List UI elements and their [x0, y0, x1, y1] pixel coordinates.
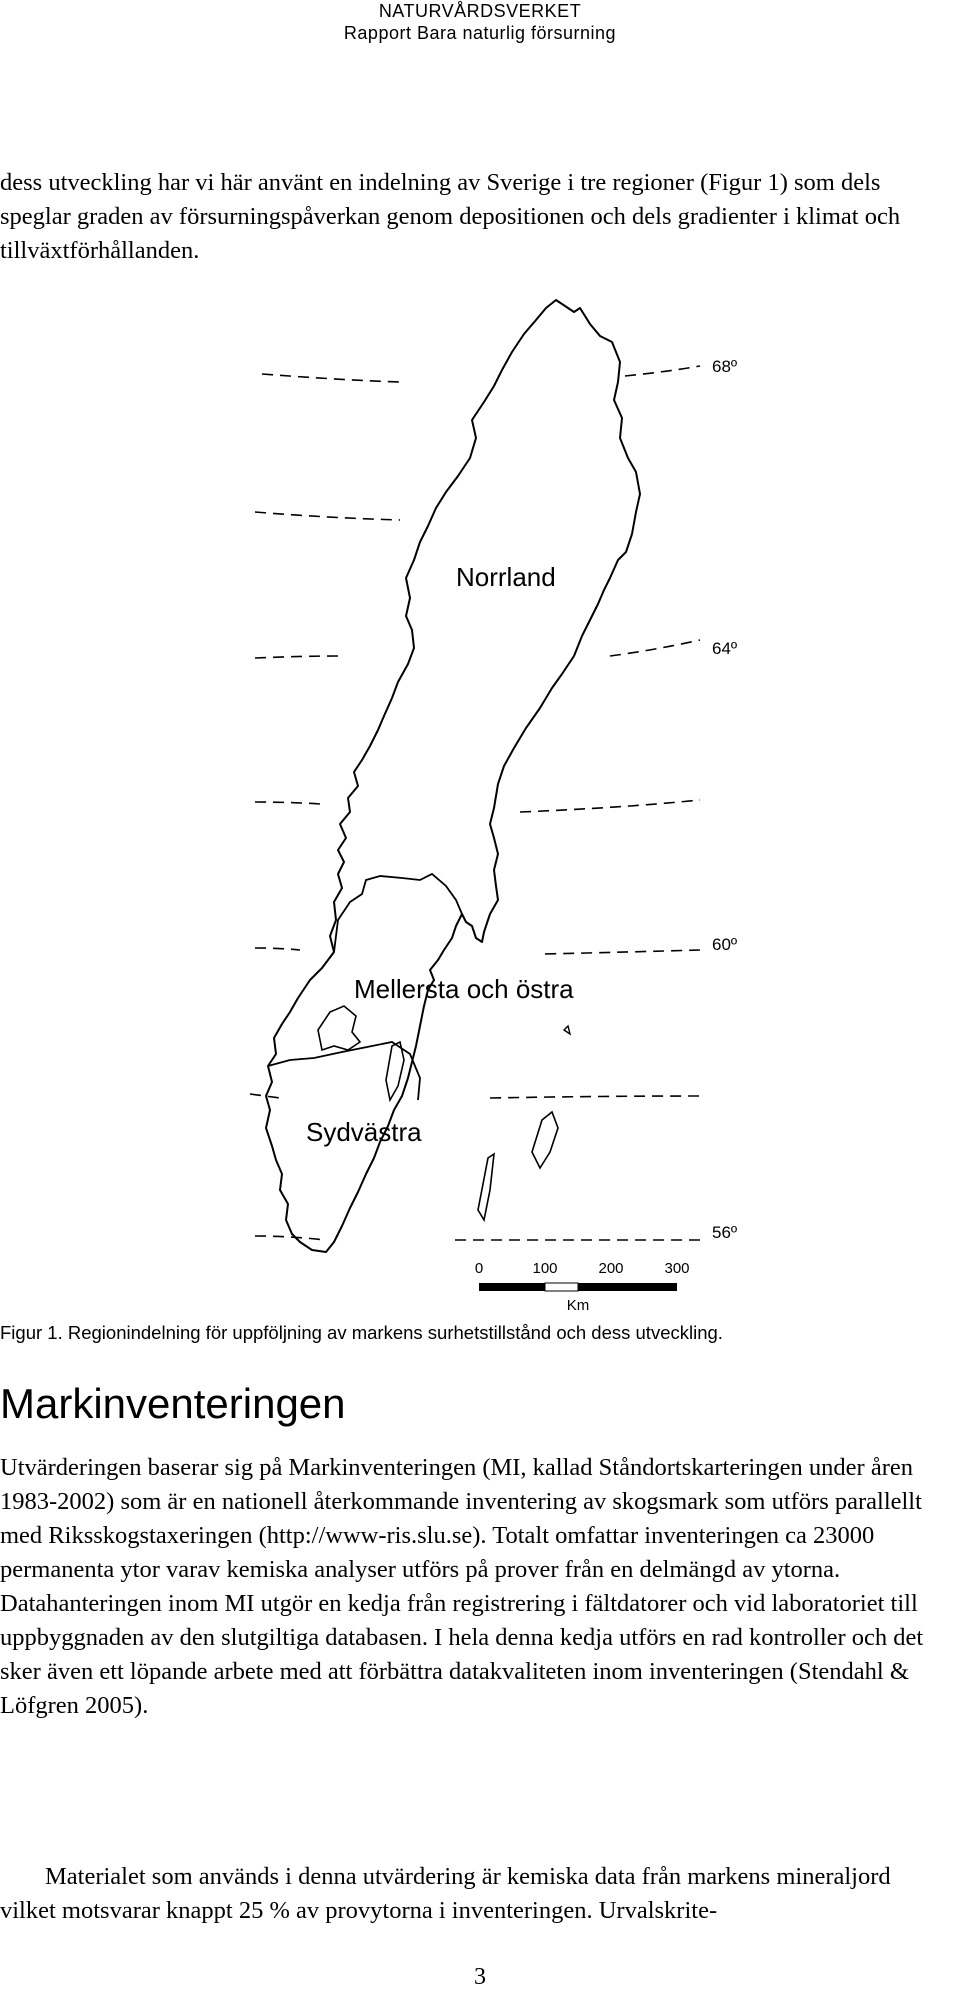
scale-tick-100: 100	[532, 1260, 558, 1277]
latitude-label-68: 68º	[712, 357, 738, 376]
latitude-line-56-west	[255, 1236, 325, 1240]
section-paragraph-2: Materialet som används i denna utvärdering är kemiska data från markens mineraljord vilket motsvarar knappt 25 % av provytorna i inventeringen. Urvalskrite-	[0, 1863, 891, 1924]
header-report-title: Rapport Bara naturlig försurning	[343, 23, 617, 43]
latitude-lines	[250, 366, 700, 1240]
latitude-line-68	[262, 374, 400, 382]
latitude-line-64-b-west	[255, 656, 340, 658]
scale-unit: Km	[566, 1297, 590, 1310]
sweden-region-map	[0, 290, 960, 1310]
latitude-line-60-west	[255, 948, 300, 950]
section-heading: Markinventeringen	[0, 1380, 346, 1427]
island-gotland	[532, 1112, 558, 1168]
latitude-label-64: 64º	[712, 639, 738, 658]
scale-tick-300: 300	[664, 1260, 690, 1277]
latitude-label-60: 60º	[712, 935, 738, 954]
latitude-line-60-east	[545, 950, 700, 954]
region-label-sydvastra: Sydvästra	[306, 1117, 422, 1147]
figure-caption: Figur 1. Regionindelning för uppföljning av markens surhetstillstånd och dess utveckling.	[0, 1322, 723, 1343]
latitude-line-68-east	[625, 366, 700, 376]
latitude-line-62-west	[255, 802, 320, 804]
latitude-line-64-east	[610, 640, 700, 656]
latitude-line-62-east	[520, 800, 700, 812]
page-number: 3	[474, 1964, 486, 1990]
lake-vanern	[318, 1006, 360, 1050]
header-organization: NATURVÅRDSVERKET	[378, 1, 582, 21]
scale-tick-200: 200	[598, 1260, 624, 1277]
section-paragraph-1: Utvärderingen baserar sig på Markinventeringen (MI, kallad Ståndortskarteringen under åren 1983-2002) som är en nationell återkommande inventering av skogsmark som utförs parallellt med Riksskogstaxeringen (http://www-ris.slu.se). Totalt omfattar inventeringen ca 23000 permanenta ytor varav kemiska analyser utförs på prover från en delmängd av ytorna. Datahanteringen inom MI utgör en kedja från registrering i fältdatorer och vid laboratoriet till uppbyggnaden av den slutgiltiga databasen. I hela denna kedja utförs en rad kontroller och det sker även ett löpande arbete med att förbättra datakvaliteten inom inventeringen (Stendahl & Löfgren 2005).	[0, 1454, 924, 1719]
lake-vattern	[386, 1042, 404, 1100]
latitude-line-58-east	[490, 1096, 700, 1098]
region-label-mellersta: Mellersta och östra	[354, 974, 574, 1004]
island-oland	[478, 1154, 494, 1220]
latitude-label-56: 56º	[712, 1223, 738, 1242]
scale-bar	[475, 1260, 690, 1310]
intro-paragraph: dess utveckling har vi här använt en indelning av Sverige i tre regioner (Figur 1) som dels speglar graden av försurningspåverkan genom depositionen och dels gradienter i klimat och tillväxtförhållanden.	[0, 169, 901, 264]
scale-tick-0: 0	[474, 1260, 484, 1277]
region-label-norrland: Norrland	[456, 562, 556, 592]
sweden-outline	[266, 300, 640, 1252]
latitude-line-64-west	[255, 512, 400, 520]
island-aland-small	[564, 1026, 570, 1034]
region-boundary-south	[268, 1042, 420, 1100]
region-boundary-north	[334, 874, 462, 952]
